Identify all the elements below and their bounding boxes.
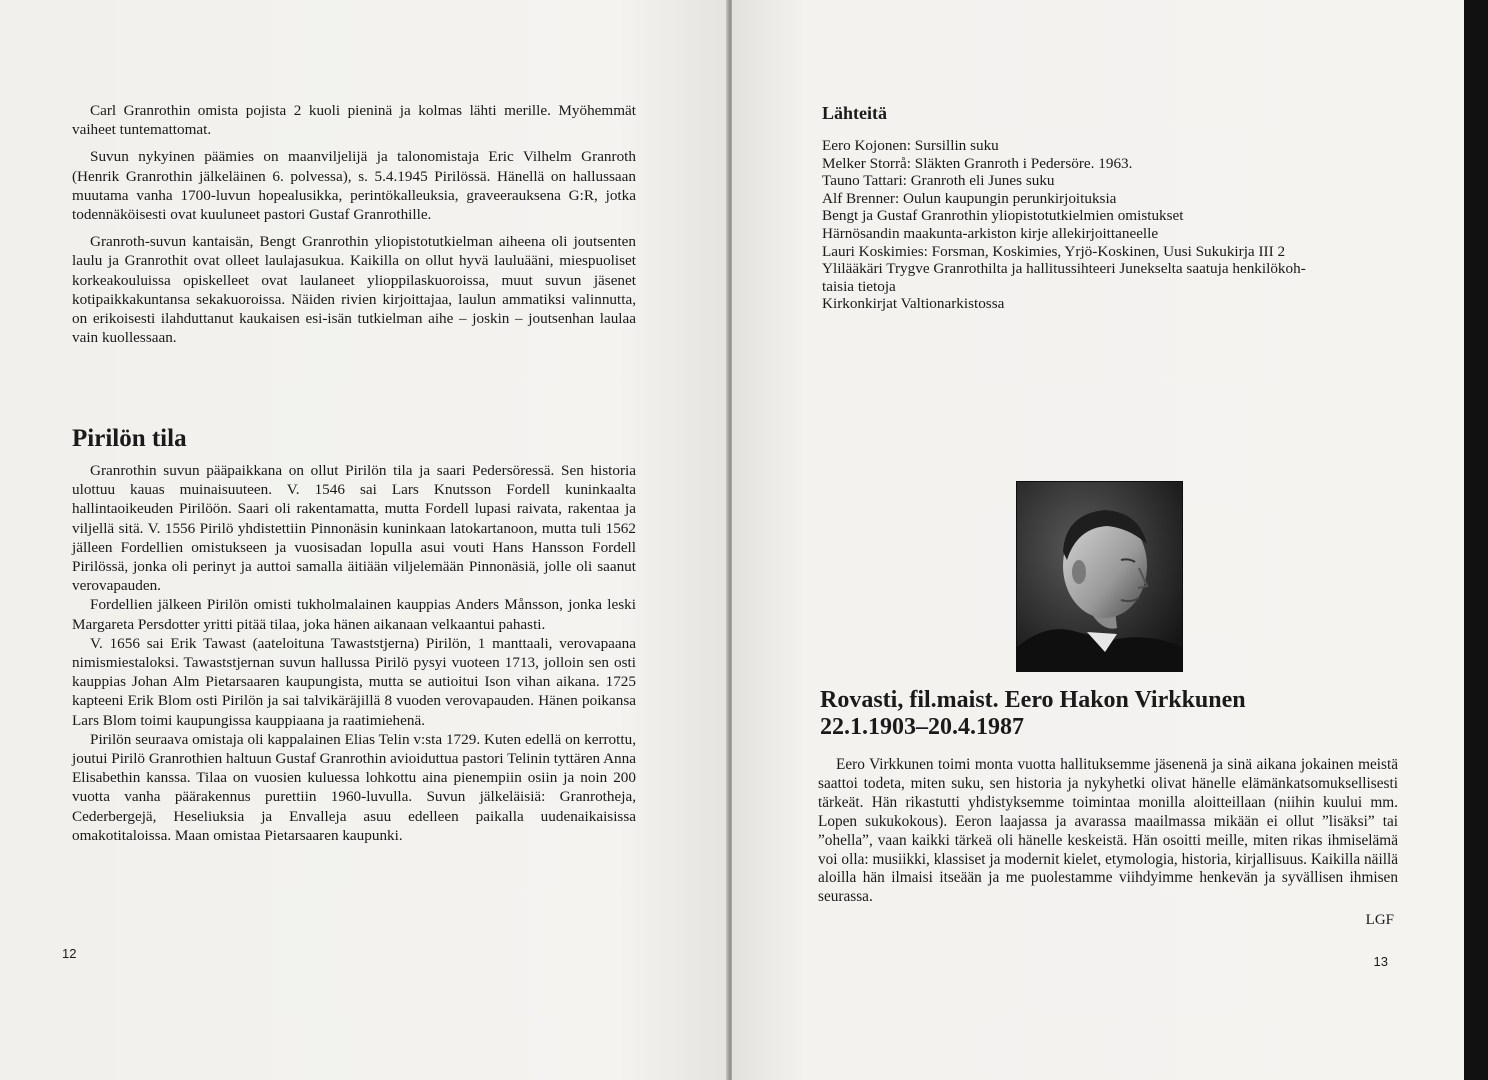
bio-heading-dates: 22.1.1903–20.4.1987 bbox=[820, 714, 1024, 740]
page-number: 12 bbox=[62, 946, 77, 961]
portrait-photo bbox=[1016, 481, 1183, 672]
page-number: 13 bbox=[1373, 954, 1388, 969]
signature: LGF bbox=[1365, 912, 1394, 928]
right-page bbox=[732, 0, 1464, 1080]
source-item: Tauno Tattari: Granroth eli Junes suku bbox=[822, 172, 1055, 190]
source-item: Kirkonkirjat Valtionarkistossa bbox=[822, 295, 1005, 313]
sources-heading: Lähteitä bbox=[822, 103, 887, 123]
source-item: Eero Kojonen: Sursillin suku bbox=[822, 137, 999, 154]
paragraph: Pirilön seuraava omistaja oli kappalainen Elias Telin v:sta 1729. Kuten edellä on kerrottu, joutui Pirilö Granrothien haltuun Gustaf Granrothin avioiduttua pastori Telinin tyttären Anna Elisabethin kanssa. Tilaa on vuosien kuluessa lohkottu aina pienempiin osiin ja noin 200 vuotta vanha päärakennus purettiin 1960-luvulla. Suvun jälkeläisiä: Granrotheja, Cederbergejä, Heseliuksia ja Envalleja asuu edelleen paikalla uudenaikaisissa omakotitaloissa. Maan omistaa Pietarsaaren kaupunki. bbox=[72, 730, 636, 844]
intro-text bbox=[72, 101, 636, 347]
bio-paragraph: Eero Virkkunen toimi monta vuotta hallituksemme jäsenenä ja sinä aikana jokainen meistä saattoi todeta, miten suku, sen historia ja nykyhetki olivat hänelle elämänkatsomuksellisesti tärkeät. Hän rikastutti yhdistyksemme toimintaa monilla aloitteillaan (niihin kuului mm. Lopen sukukokous). Eeron laajassa ja avarassa maailmassa mikään ei ollut ”lisäksi” tai ”ohella”, vaan kaikki tärkeä oli hänelle keskeistä. Hän osoitti meille, miten rikas ihmiselämä voi olla: musiikki, klassiset ja modernit kielet, etymologia, historia, kirjallisuus. Kaikilla näillä aloilla hän ilmaisi itseään ja me puolestamme viihdyimme henkevän ja syvällisen ihmisen seurassa. bbox=[818, 756, 1398, 906]
paragraph: Fordellien jälkeen Pirilön omisti tukholmalainen kauppias Anders Månsson, jonka leski Margareta Persdotter yritti pitää tilaa, joka hänen aikanaan velkaantui pahasti. bbox=[72, 596, 636, 633]
source-item: Alf Brenner: Oulun kaupungin perunkirjoituksia bbox=[822, 189, 1117, 207]
paragraph: Granroth-suvun kantaisän, Bengt Granrothin yliopistotutkielman aiheena oli joutsenten laulu ja Granrothit ovat olleet laulajasukua. Kaikilla on ollut hyvä lauluääni, miespuoliset korkeakouluissa opiskelleet ovat laulaneet ylioppilaskuoroissa, muut suvun jäsenet kotipaikkakuntansa sekakuoroissa. Näiden rivien kirjoittajaa, laulun ammatiksi valinnutta, on erikoisesti ilahduttanut kaukaisen esi-isän tutkielman aihe – joskin – joutsenhan laulaa vain kuollessaan. bbox=[72, 233, 636, 347]
section-text bbox=[72, 461, 636, 845]
left-page bbox=[0, 0, 728, 1080]
source-item: Bengt ja Gustaf Granrothin yliopistotutkielmien omistukset bbox=[822, 207, 1184, 225]
section-heading: Pirilön tila bbox=[72, 425, 187, 452]
bio-heading bbox=[820, 687, 1246, 741]
background-edge bbox=[1464, 0, 1488, 1080]
paragraph: Suvun nykyinen päämies on maanviljelijä ja talonomistaja Eric Vilhelm Granroth (Henrik Granrothin jälkeläinen 6. polvessa), s. 5.4.1945 Pirilössä. Hänellä on hallussaan muutama vanha 1700-luvun hopealusikka, perintökalleuksia, graveerauksena G:R, jotka todennäköisesti ovat kuuluneet pastori Gustaf Granrothille. bbox=[72, 148, 636, 224]
portrait-icon bbox=[1017, 482, 1182, 671]
sources-list bbox=[822, 137, 1398, 313]
source-item: Härnösandin maakunta-arkiston kirje allekirjoittaneelle bbox=[822, 224, 1159, 242]
bio-text-block bbox=[818, 756, 1398, 907]
paragraph: Carl Granrothin omista pojista 2 kuoli pieninä ja kolmas lähti merille. Myöhemmät vaiheet tuntemattomat. bbox=[72, 102, 636, 139]
source-item: Lauri Koskimies: Forsman, Koskimies, Yrjö-Koskinen, Uusi Sukukirja III 2 bbox=[822, 242, 1286, 260]
bio-heading-name: Rovasti, fil.maist. Eero Hakon Virkkunen bbox=[820, 687, 1246, 713]
source-item: Melker Storrå: Släkten Granroth i Pedersöre. 1963. bbox=[822, 154, 1133, 172]
paragraph: Granrothin suvun pääpaikkana on ollut Pirilön tila ja saari Pedersöressä. Sen historia ulottuu kauas muinaisuuteen. V. 1546 sai Lars Knutsson Fordell kuninkaalta hallintaoikeuden Pirilöön. Saari oli rakentamatta, mutta Fordell lupasi raivata, rakentaa ja viljellä sitä. V. 1556 Pirilö yhdistettiin Pinnonäsin kuninkaan latokartanoon, mutta tuli 1562 jälleen Fordellien omistukseen ja vuosisadan lopulla asui vouti Hans Hansson Fordell Pirilössä, jonka oli perinyt ja auttoi samalla äitiään viljelemään Pinnonäsiä, jolle oli saanut verovapauden. bbox=[72, 462, 636, 595]
source-item: Ylilääkäri Trygve Granrothilta ja hallitussihteeri Junekselta saatuja henkilökoh- bbox=[822, 260, 1306, 278]
paragraph: V. 1656 sai Erik Tawast (aateloituna Tawaststjerna) Pirilön, 1 manttaali, verovapaana nimismiestaloksi. Tawaststjernan suvun hallussa Pirilö pysyi vuoteen 1713, jolloin sen osti kauppias Johan Alm Pietarsaaren kaupungista, mutta se autioitui Ison vihan aikana. 1725 kapteeni Erik Blom osti Pirilön ja sai talvikäräjillä 8 vuoden verovapauden. Hänen poikansa Lars Blom toimi kaupungissa kauppiaana ja raatimiehenä. bbox=[72, 634, 636, 729]
source-item: taisia tietoja bbox=[822, 277, 896, 295]
